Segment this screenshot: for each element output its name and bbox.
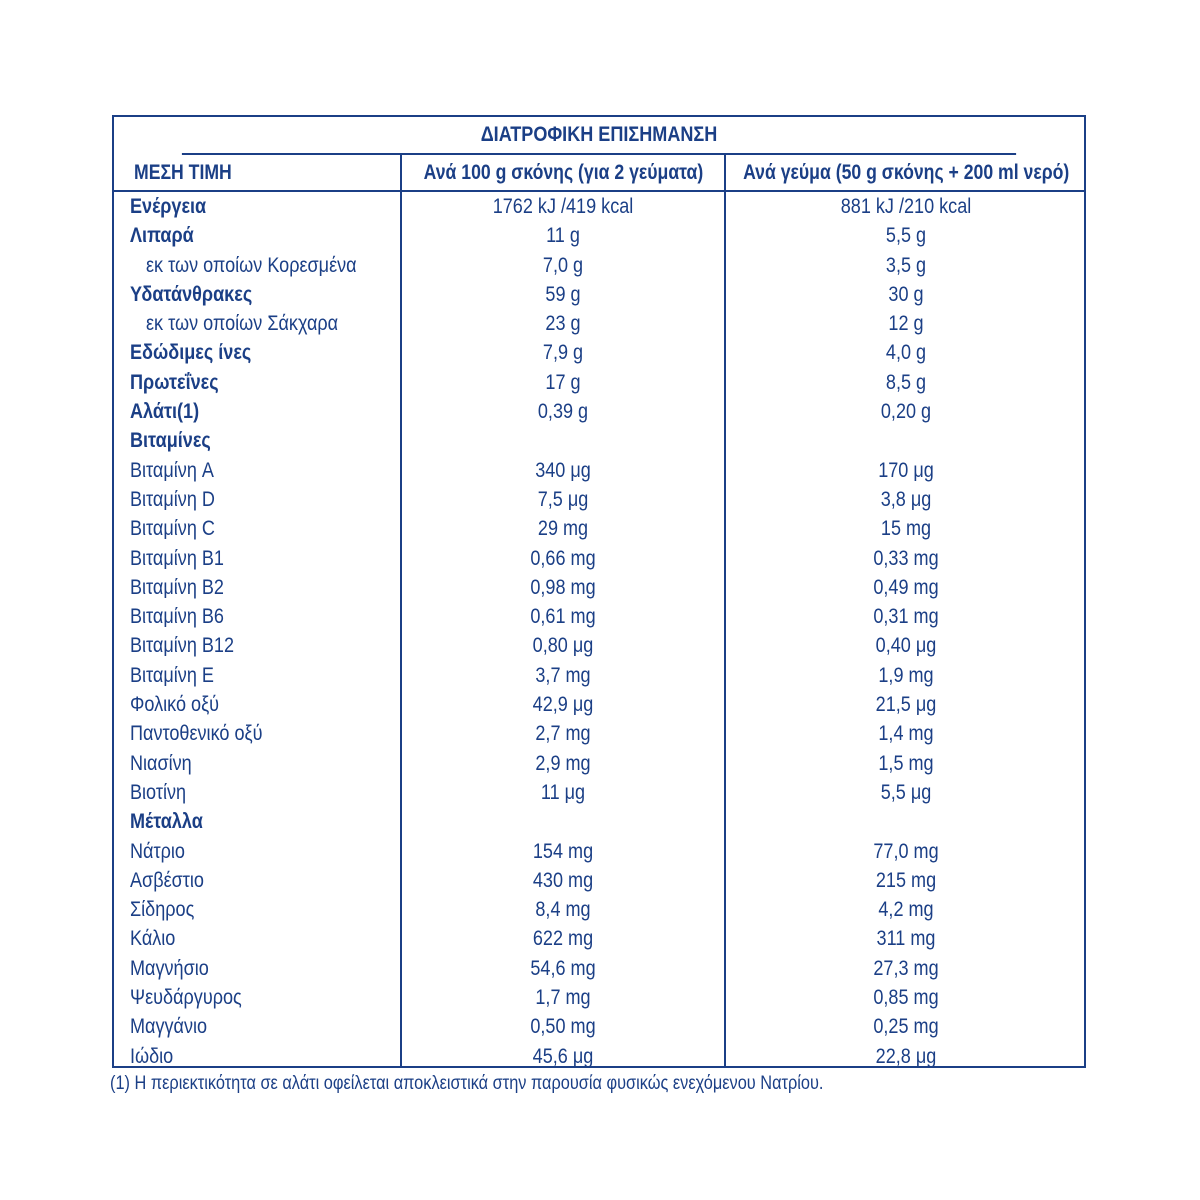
table-row <box>114 895 1084 924</box>
value-per-serving: 30 g <box>888 282 924 306</box>
table-row <box>114 368 1084 397</box>
nutrient-name: Ασβέστιο <box>130 868 204 892</box>
value-per-100g: 11 μg <box>540 780 586 804</box>
value-per-100g: 8,4 mg <box>535 898 591 922</box>
table-row <box>114 514 1084 543</box>
nutrient-name: Ενέργεια <box>130 195 207 218</box>
value-per-serving: 0,25 mg <box>873 1015 939 1039</box>
value-per-100g: 340 μg <box>535 458 591 482</box>
table-row <box>114 1012 1084 1041</box>
table-row <box>114 456 1084 485</box>
nutrient-name: Αλάτι(1) <box>130 400 200 424</box>
nutrient-name: εκ των οποίων Σάκχαρα <box>146 312 339 336</box>
value-per-100g: 0,39 g <box>537 400 589 424</box>
value-per-100g: 7,5 μg <box>537 487 589 511</box>
value-per-100g: 430 mg <box>532 868 594 892</box>
table-row <box>114 954 1084 983</box>
nutrient-name: Βιταμίνη E <box>130 663 214 687</box>
table-row <box>114 661 1084 690</box>
nutrient-name: Ιώδιο <box>130 1044 174 1068</box>
table-row <box>114 749 1084 778</box>
nutrient-name: Νιασίνη <box>130 751 192 775</box>
value-per-serving: 1,5 mg <box>878 751 934 775</box>
nutrient-name: Βιταμίνη B1 <box>130 546 224 570</box>
table-row <box>114 983 1084 1012</box>
nutrient-name: Βιοτίνη <box>130 780 187 804</box>
value-per-100g: 0,66 mg <box>530 546 596 570</box>
nutrient-name: εκ των οποίων Κορεσμένα <box>146 253 357 277</box>
value-per-100g: 2,7 mg <box>535 722 591 746</box>
value-per-serving: 3,8 μg <box>880 487 932 511</box>
value-per-100g <box>425 426 702 455</box>
value-per-100g: 17 g <box>545 370 581 394</box>
table-row <box>114 221 1084 250</box>
table-row <box>114 397 1084 426</box>
value-per-serving: 12 g <box>888 312 924 336</box>
table-row <box>114 866 1084 895</box>
value-per-100g: 59 g <box>545 282 581 306</box>
footnote: (1) Η περιεκτικότητα σε αλάτι οφείλεται αποκλειστικά στην παρουσία φυσικώς ενεχόμενου Νατρίου. <box>110 1073 824 1094</box>
value-per-serving: 5,5 μg <box>880 780 932 804</box>
table-row <box>114 192 1084 221</box>
value-per-serving: 881 kJ /210 kcal <box>840 195 972 218</box>
nutrient-name: Βιταμίνη B6 <box>130 605 224 629</box>
value-per-serving: 1,9 mg <box>878 663 934 687</box>
value-per-serving: 0,31 mg <box>873 605 939 629</box>
table-row <box>114 924 1084 953</box>
value-per-serving: 22,8 μg <box>875 1044 937 1068</box>
value-per-serving: 27,3 mg <box>873 956 939 980</box>
value-per-100g: 1762 kJ /419 kcal <box>492 195 634 218</box>
value-per-serving: 4,0 g <box>885 341 927 365</box>
nutrient-name: Μέταλλα <box>130 810 203 834</box>
value-per-serving: 0,49 mg <box>873 575 939 599</box>
nutrient-name: Βιταμίνες <box>130 429 211 453</box>
value-per-serving: 170 μg <box>878 458 934 482</box>
value-per-100g: 154 mg <box>532 839 594 863</box>
nutrient-name: Παντοθενικό οξύ <box>130 722 263 746</box>
value-per-100g: 11 g <box>546 224 580 248</box>
table-row <box>114 778 1084 807</box>
value-per-100g: 3,7 mg <box>535 663 591 687</box>
value-per-serving: 77,0 mg <box>873 839 939 863</box>
value-per-100g: 0,50 mg <box>530 1015 596 1039</box>
table-row <box>114 544 1084 573</box>
value-per-serving: 3,5 g <box>885 253 927 277</box>
table-row <box>114 309 1084 338</box>
value-per-100g: 23 g <box>545 312 581 336</box>
value-per-100g <box>425 807 702 836</box>
nutrient-name: Φολικό οξύ <box>130 693 220 717</box>
nutrient-name: Λιπαρά <box>130 224 194 248</box>
value-per-100g: 0,98 mg <box>530 575 596 599</box>
value-per-100g: 42,9 μg <box>532 693 594 717</box>
nutrition-table <box>112 115 1086 1068</box>
value-per-serving: 15 mg <box>880 517 932 541</box>
table-row <box>114 631 1084 660</box>
table-row <box>114 807 1084 836</box>
value-per-serving: 21,5 μg <box>875 693 937 717</box>
table-row <box>114 573 1084 602</box>
value-per-serving: 215 mg <box>875 868 937 892</box>
table-row <box>114 251 1084 280</box>
value-per-100g: 2,9 mg <box>535 751 591 775</box>
table-header <box>114 155 1084 192</box>
table-row <box>114 602 1084 631</box>
value-per-serving: 0,85 mg <box>873 986 939 1010</box>
nutrient-name: Βιταμίνη B12 <box>130 634 235 658</box>
value-per-serving: 8,5 g <box>885 370 927 394</box>
value-per-serving <box>751 426 1061 455</box>
nutrient-name: Κάλιο <box>130 927 176 951</box>
table-row <box>114 1042 1084 1071</box>
nutrient-name: Βιταμίνη A <box>130 458 214 482</box>
nutrient-name: Νάτριο <box>130 839 185 863</box>
nutrient-name: Σίδηρος <box>130 898 195 922</box>
value-per-100g: 45,6 μg <box>532 1044 594 1068</box>
table-row <box>114 280 1084 309</box>
value-per-100g: 7,0 g <box>542 253 584 277</box>
table-row <box>114 485 1084 514</box>
nutrient-name: Υδατάνθρακες <box>130 282 253 306</box>
value-per-serving <box>751 807 1061 836</box>
table-row <box>114 338 1084 367</box>
nutrient-name: Πρωτεΐνες <box>130 370 219 394</box>
value-per-100g: 622 mg <box>532 927 594 951</box>
value-per-serving: 311 mg <box>876 927 936 951</box>
header-per-100g: Ανά 100 g σκόνης (για 2 γεύματα) <box>423 160 703 184</box>
nutrient-name: Βιταμίνη D <box>130 487 215 511</box>
value-per-serving: 0,20 g <box>880 400 932 424</box>
value-per-serving: 5,5 g <box>885 224 927 248</box>
nutrient-name: Εδώδιμες ίνες <box>130 341 252 365</box>
table-row <box>114 690 1084 719</box>
nutrient-name: Μαγγάνιο <box>130 1015 208 1039</box>
value-per-100g: 1,7 mg <box>535 986 591 1010</box>
header-average-value: ΜΕΣΗ ΤΙΜΗ <box>134 160 232 184</box>
nutrient-name: Μαγνήσιο <box>130 956 209 980</box>
value-per-100g: 54,6 mg <box>530 956 596 980</box>
value-per-100g: 0,61 mg <box>530 605 596 629</box>
nutrient-name: Βιταμίνη C <box>130 517 215 541</box>
value-per-serving: 1,4 mg <box>878 722 934 746</box>
value-per-serving: 0,40 μg <box>875 634 937 658</box>
nutrient-name: Ψευδάργυρος <box>130 986 242 1010</box>
value-per-100g: 7,9 g <box>542 341 584 365</box>
value-per-serving: 0,33 mg <box>873 546 939 570</box>
table-title: ΔΙΑΤΡΟΦΙΚΗ ΕΠΙΣΗΜΑΝΣΗ <box>182 117 1016 155</box>
value-per-100g: 0,80 μg <box>532 634 594 658</box>
table-row <box>114 837 1084 866</box>
value-per-serving: 4,2 mg <box>878 898 934 922</box>
table-body <box>114 192 1084 1071</box>
nutrient-name: Βιταμίνη B2 <box>130 575 224 599</box>
header-per-serving: Ανά γεύμα (50 g σκόνης + 200 ml νερό) <box>742 160 1070 184</box>
value-per-100g: 29 mg <box>537 517 589 541</box>
table-row <box>114 426 1084 455</box>
table-row <box>114 719 1084 748</box>
